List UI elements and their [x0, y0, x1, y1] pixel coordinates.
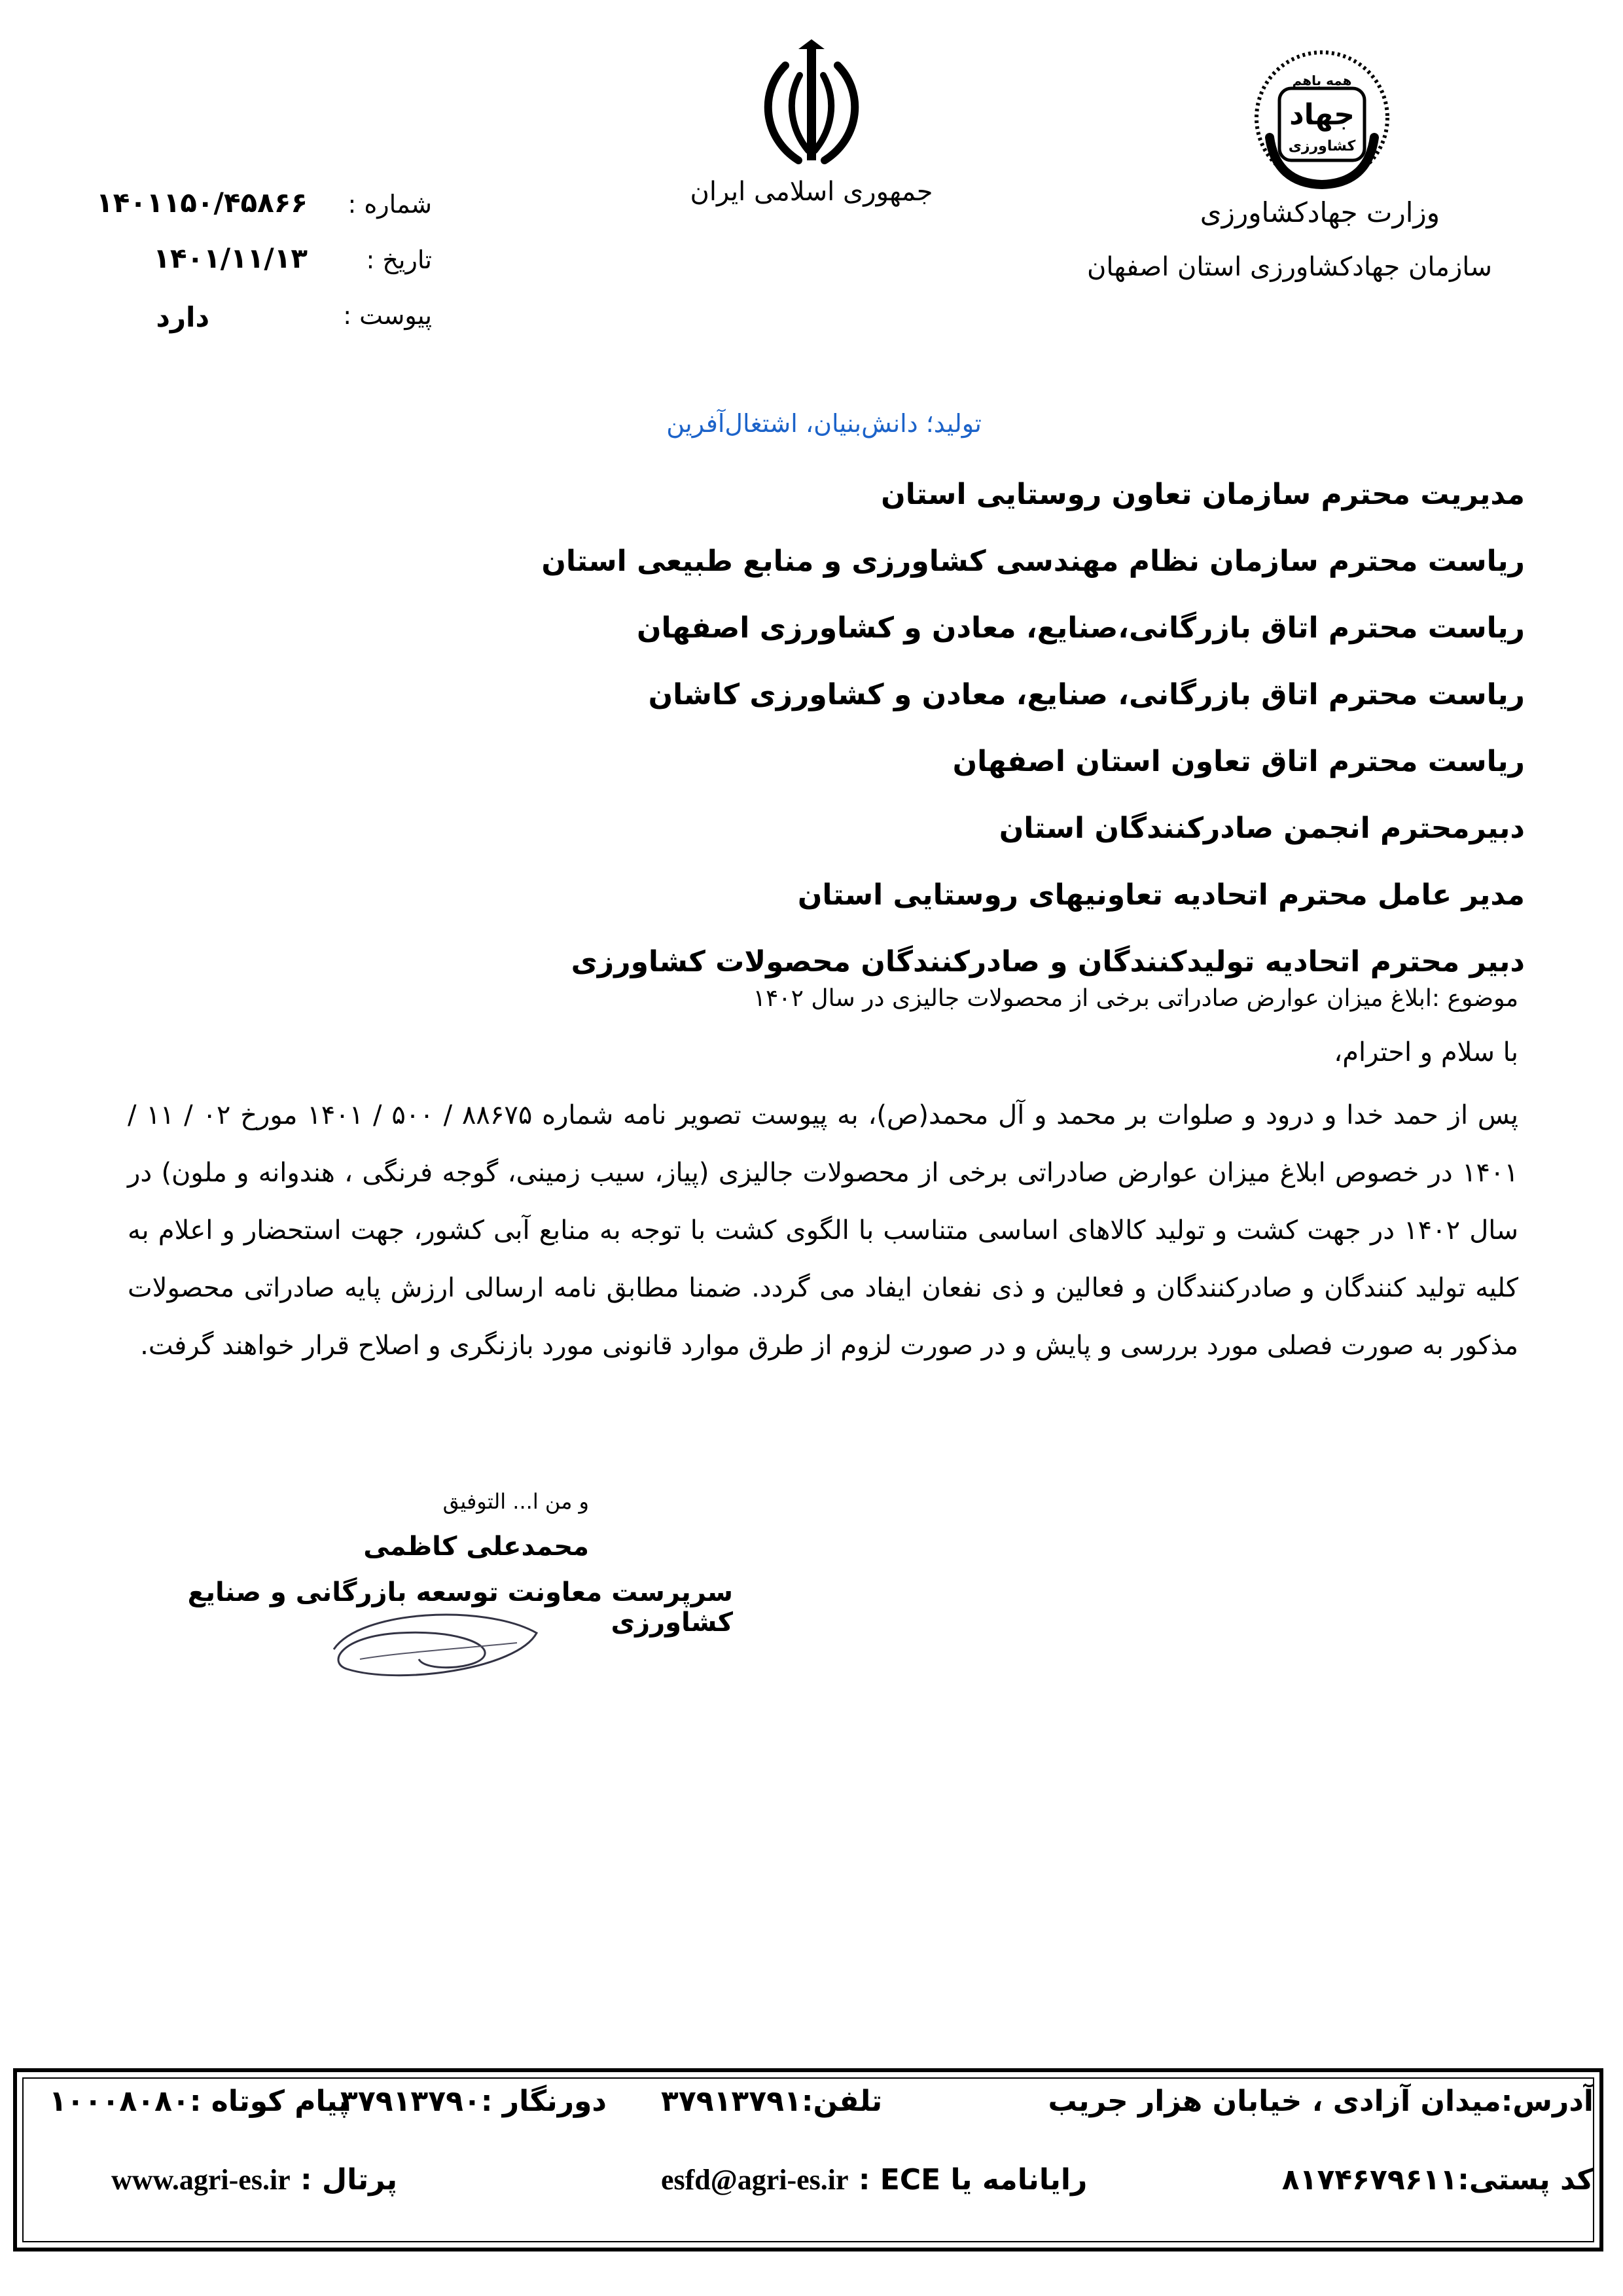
footer-email-link[interactable]: esfd@agri-es.ir	[661, 2164, 849, 2196]
footer-address: آدرس:میدان آزادی ، خیابان هزار جریب	[1048, 2085, 1594, 2118]
footer-portal-label: پرتال :	[300, 2163, 398, 2197]
jahad-keshavarzi-logo	[1243, 39, 1400, 196]
footer-email-group	[661, 2163, 1087, 2197]
iran-emblem-icon	[746, 39, 877, 170]
footer-phone: تلفن:۳۷۹۱۳۷۹۱	[661, 2085, 883, 2118]
footer-postal-code: کد پستی:۸۱۷۴۶۷۹۶۱۱	[1281, 2163, 1594, 2197]
letter-body: پس از حمد خدا و درود و صلوات بر محمد و آل محمد(ص)، به پیوست تصویر نامه شماره ۸۸۶۷۵ / ۵۰۰ / ۱۴۰۱ مورخ ۰۲ / ۱۱ / ۱۴۰۱ در خصوص ابلاغ میزان عوارض صادراتی برخی از محصولات جالیزی (پیاز، سیب زمینی، گوجه فرنگی ، هندوانه و ملون) در سال ۱۴۰۲ در جهت کشت و تولید کالاهای اساسی متناسب با الگوی کشت با توجه به منابع آبی کشور، جهت استحضار و اعلام به کلیه تولید کنندگان و صادرکنندگان و فعالین و ذی نفعان ایفاد می گردد. ضمنا مطابق نامه ارسالی ارزش پایه صادراتی محصولات مذکور به صورت فصلی مورد بررسی و پایش و در صورت لزوم از طرق موارد قانونی مورد بازنگری و اصلاح قرار خواهند گرفت.	[128, 1100, 1519, 1361]
recipient-item: ریاست محترم اتاق بازرگانی،صنایع، معادن و کشاورزی اصفهان	[637, 611, 1525, 645]
organization-name: سازمان جهادکشاورزی استان اصفهان	[1086, 252, 1492, 282]
logo-text-top: همه باهم	[1292, 73, 1352, 88]
footer-fax: دورنگار :۳۷۹۱۳۷۹۰	[340, 2085, 607, 2118]
year-slogan: تولید؛ دانش‌بنیان، اشتغال‌آفرین	[666, 409, 982, 438]
footer-portal-group	[111, 2163, 397, 2197]
attachment-label: پیوست :	[343, 301, 432, 330]
letter-number-value: ۱۴۰۱۱۵۰/۴۵۸۶۶	[96, 187, 308, 219]
recipient-item: دبیر محترم اتحادیه تولیدکنندگان و صادرکنندگان محصولات کشاورزی	[571, 945, 1525, 978]
country-name: جمهوری اسلامی ایران	[690, 177, 933, 207]
footer-sms: پیام کوتاه :۱۰۰۰۸۰۸۰	[49, 2085, 349, 2118]
closing-phrase: و من ا... التوفیق	[442, 1489, 589, 1514]
recipient-item: ریاست محترم اتاق تعاون استان اصفهان	[952, 745, 1525, 778]
recipient-item: ریاست محترم سازمان نظام مهندسی کشاورزی و منابع طبیعی استان	[541, 545, 1525, 578]
letter-date-label: تاریخ :	[366, 245, 432, 274]
attachment-value: دارد	[156, 301, 209, 333]
recipient-item: مدیریت محترم سازمان تعاون روستایی استان	[881, 478, 1525, 511]
footer-portal-link[interactable]: www.agri-es.ir	[111, 2164, 291, 2196]
signer-title: سرپرست معاونت توسعه بازرگانی و صنایع کشاورزی	[187, 1577, 733, 1638]
logo-text-main: جهاد	[1289, 98, 1355, 132]
recipient-item: دبیرمحترم انجمن صادرکنندگان استان	[999, 812, 1525, 845]
recipient-item: مدیر عامل محترم اتحادیه تعاونیهای روستایی استان	[797, 878, 1525, 912]
footer-email-label: رایانامه یا ECE :	[858, 2163, 1088, 2197]
signer-name: محمدعلی کاظمی	[363, 1532, 589, 1562]
letter-date-value: ۱۴۰۱/۱۱/۱۳	[153, 242, 308, 274]
greeting: با سلام و احترام،	[1334, 1037, 1518, 1067]
ministry-name: وزارت جهادکشاورزی	[1200, 196, 1440, 228]
recipient-item: ریاست محترم اتاق بازرگانی، صنایع، معادن و کشاورزی کاشان	[648, 678, 1525, 711]
recipient-list	[216, 461, 1525, 996]
logo-text-bottom: کشاورزی	[1288, 138, 1356, 154]
letter-subject: موضوع :ابلاغ میزان عوارض صادراتی برخی از محصولات جالیزی در سال ۱۴۰۲	[753, 985, 1518, 1012]
letter-number-label: شماره :	[348, 190, 432, 219]
